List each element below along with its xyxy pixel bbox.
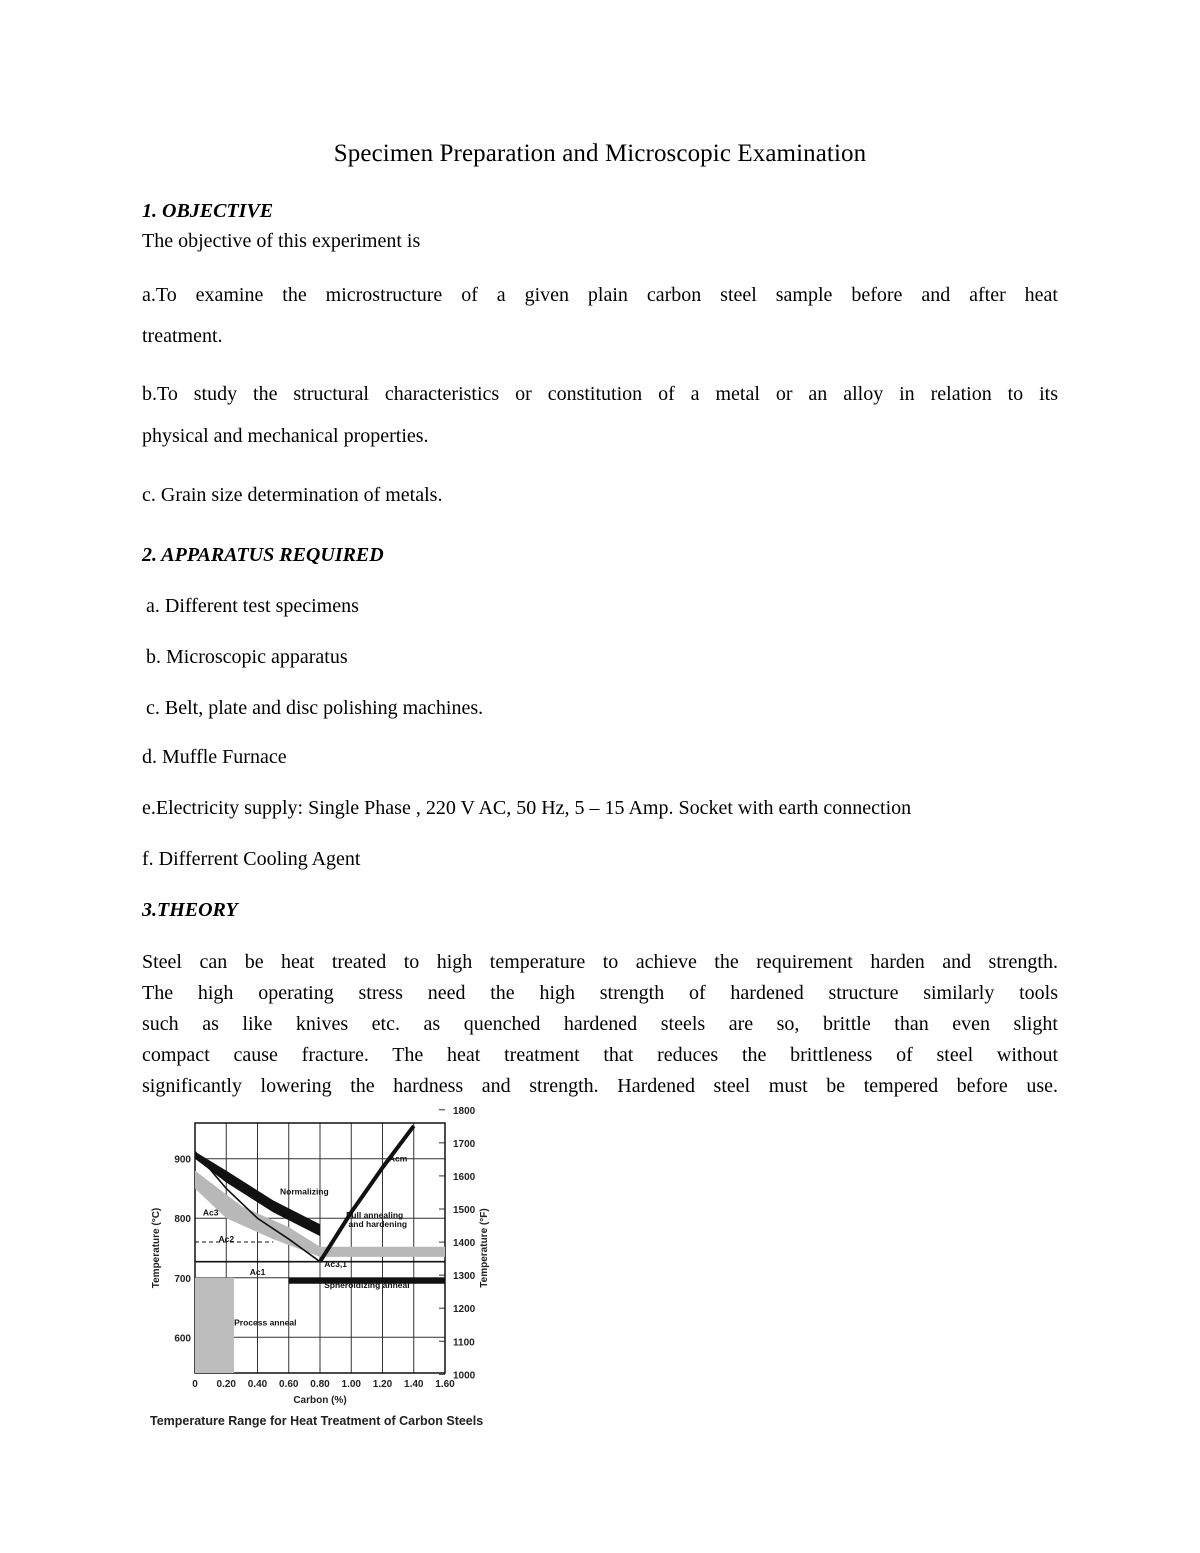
theory-line: Steel can be heat treated to high temperature to achieve the requirement harden and strength. [142,951,1058,973]
y-tick-label-fahrenheit: 1300 [453,1271,476,1283]
y-tick-label-fahrenheit: 1800 [453,1105,476,1117]
y-tick-label-fahrenheit: 1000 [453,1370,476,1382]
y-axis-label-right: Temperature (°F) [479,1208,490,1288]
objective-item-b-line1: b.To study the structural characteristics or constitution of a metal or an alloy in relation to its [142,383,1058,405]
chart-annotation: Process anneal [234,1317,297,1328]
objective-item-a-line1: a.To examine the microstructure of a given plain carbon steel sample before and after heat [142,284,1058,306]
y-tick-label-fahrenheit: 1500 [453,1204,476,1216]
x-axis-label: Carbon (%) [293,1395,347,1406]
objective-intro: The objective of this experiment is [142,230,421,252]
theory-paragraph [142,950,1058,1105]
figure-caption: Temperature Range for Heat Treatment of Carbon Steels [150,1414,484,1428]
theory-heading: 3.THEORY [142,899,238,921]
apparatus-item: b. Microscopic apparatus [146,646,348,668]
x-tick-label: 0.40 [247,1379,268,1390]
objective-item-c: c. Grain size determination of metals. [142,484,443,506]
heat-treatment-chart [145,1105,495,1410]
y-tick-label-celsius: 700 [174,1273,191,1285]
document-title: Specimen Preparation and Microscopic Examination [333,140,867,167]
curve-acm [320,1126,414,1262]
apparatus-item: e.Electricity supply: Single Phase , 220 V AC, 50 Hz, 5 – 15 Amp. Socket with earth connection [142,797,912,819]
apparatus-item: c. Belt, plate and disc polishing machines. [146,697,484,719]
y-tick-label-fahrenheit: 1600 [453,1171,476,1183]
x-tick-label: 1.20 [372,1379,393,1390]
x-tick-label: 1.40 [404,1379,424,1390]
apparatus-item: d. Muffle Furnace [142,746,287,768]
x-tick-label: 0.80 [310,1379,330,1390]
objective-item-b-line2: physical and mechanical properties. [142,425,429,447]
y-tick-label-fahrenheit: 1700 [453,1138,476,1150]
y-tick-label-fahrenheit: 1400 [453,1238,476,1250]
theory-line: such as like knives etc. as quenched hardened steels are so, brittle than even slight [142,1013,1058,1035]
y-tick-label-fahrenheit: 1200 [453,1304,476,1316]
chart-annotation: Spheroidizing anneal [324,1279,410,1290]
objective-item-a-line2: treatment. [142,325,223,347]
chart-annotation: Ac1 [249,1266,266,1277]
theory-line: The high operating stress need the high strength of hardened structure similarly tools [142,982,1058,1004]
chart-annotation: Ac2 [218,1234,235,1245]
y-tick-label-celsius: 800 [174,1214,191,1226]
x-tick-label: 1.60 [435,1379,455,1390]
chart-annotation: Ac3,1 [324,1259,347,1270]
apparatus-heading: 2. APPARATUS REQUIRED [142,544,384,566]
apparatus-item: f. Differrent Cooling Agent [142,848,361,870]
chart-annotation: Normalizing [280,1186,329,1197]
y-tick-label-celsius: 600 [174,1333,191,1345]
x-tick-label: 1.00 [341,1379,361,1390]
y-tick-label-celsius: 900 [174,1154,191,1166]
theory-line: compact cause fracture. The heat treatment that reduces the brittleness of steel without [142,1044,1058,1066]
y-axis-label-left: Temperature (°C) [151,1207,162,1289]
chart-annotation: Ac3 [202,1207,219,1218]
objective-heading: 1. OBJECTIVE [142,200,274,222]
chart-annotation: Full annealing [346,1210,404,1221]
apparatus-item: a. Different test specimens [146,595,359,617]
x-tick-label: 0 [192,1379,198,1390]
region-process-anneal [195,1278,234,1373]
y-tick-label-fahrenheit: 1100 [453,1337,475,1349]
theory-line: significantly lowering the hardness and strength. Hardened steel must be tempered before use. [142,1075,1058,1097]
chart-annotation: and hardening [348,1219,408,1230]
x-tick-label: 0.60 [279,1379,299,1390]
chart-annotation: Acm [388,1153,408,1164]
x-tick-label: 0.20 [216,1379,236,1390]
